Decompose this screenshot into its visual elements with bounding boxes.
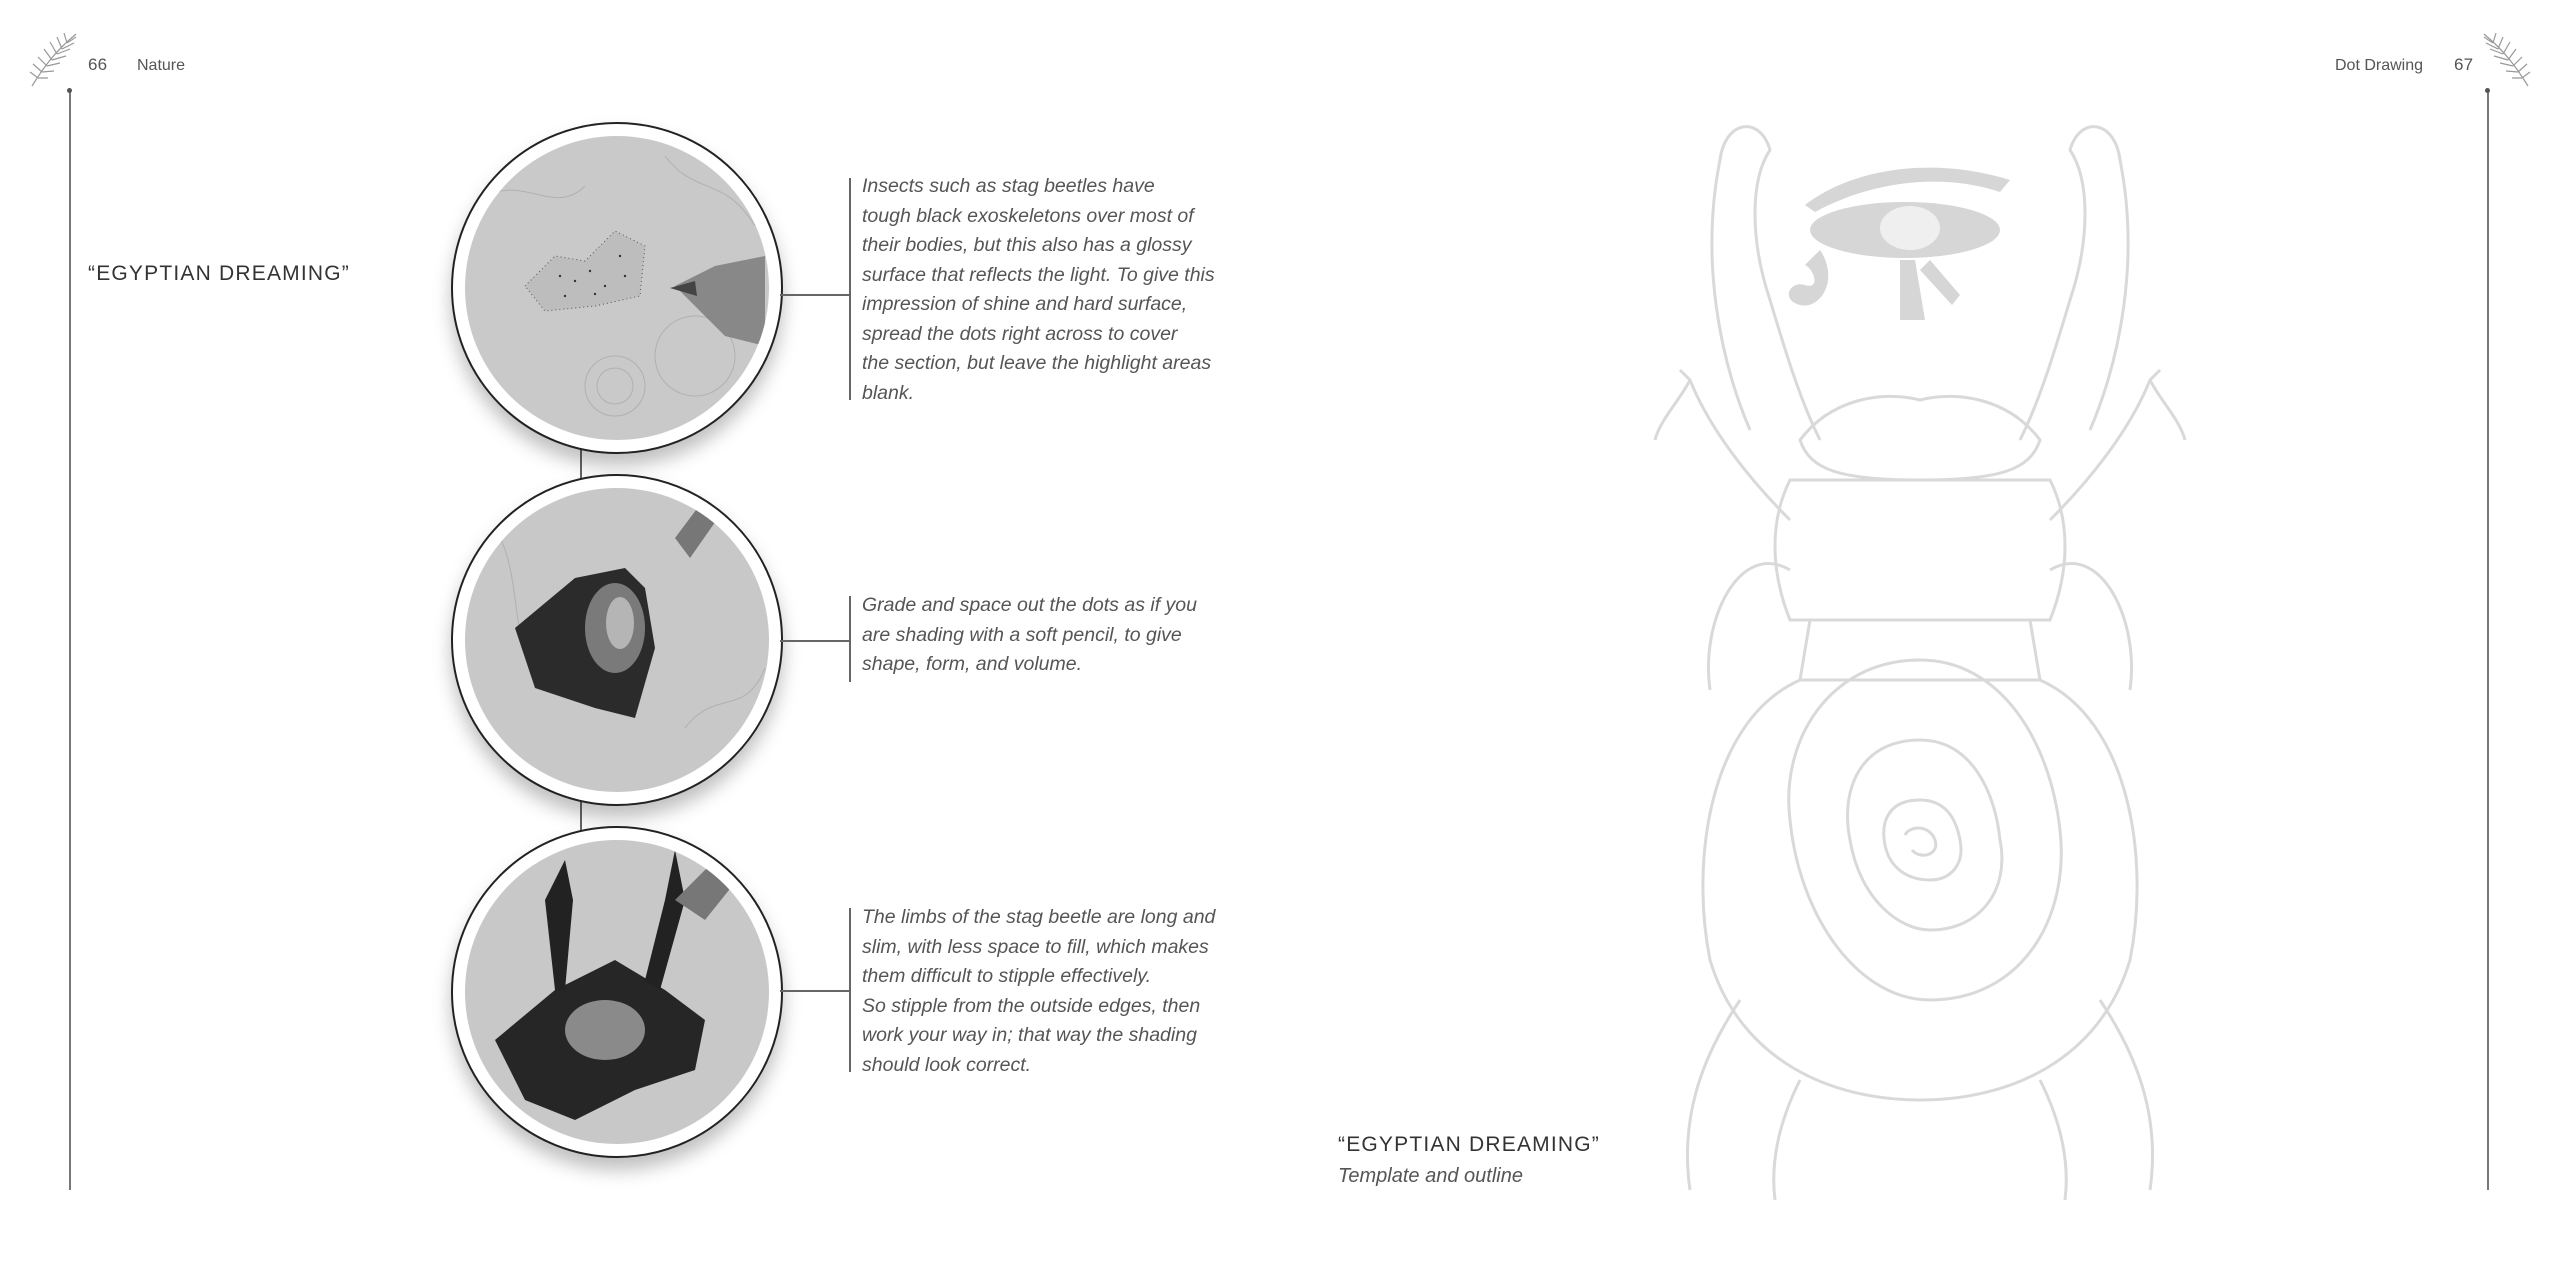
right-margin-rule <box>2487 92 2489 1190</box>
step-1-bar <box>849 178 851 400</box>
step-2-image <box>451 474 783 806</box>
running-head-left: Nature <box>137 57 186 74</box>
feather-icon <box>2478 30 2534 90</box>
page-number-left: 66 <box>88 55 108 74</box>
step-2-bar <box>849 596 851 682</box>
step-1-leader <box>780 294 850 296</box>
step-3-bar <box>849 908 851 1072</box>
step-1-image <box>451 122 783 454</box>
step-2-leader <box>780 640 850 642</box>
right-rule-dot <box>2485 88 2490 93</box>
step-3-caption: The limbs of the stag beetle are long and slim, with less space to fill, which makes them difficult to stipple effectively. So stipple from the outside edges, then work your way in; that way the shading should look correct. <box>862 906 1216 1076</box>
step-3-image <box>451 826 783 1158</box>
step-1-caption: Insects such as stag beetles have tough black exoskeletons over most of their bodies, but this also has a glossy surface that reflects the light. To give this impression of shine and hard surface, spread the dots right across to cover the section, but leave the highlight areas blank. <box>862 175 1215 404</box>
step-3-leader <box>780 990 850 992</box>
figure-subtitle: Template and outline <box>1338 1165 1523 1187</box>
beetle-template-outline <box>1600 100 2240 1200</box>
section-title: “EGYPTIAN DREAMING” <box>88 262 350 285</box>
feather-icon <box>26 30 82 90</box>
left-rule-dot <box>67 88 72 93</box>
figure-title: “EGYPTIAN DREAMING” <box>1338 1133 1600 1156</box>
step-2-caption: Grade and space out the dots as if you are shading with a soft pencil, to give shape, form, and volume. <box>862 594 1197 675</box>
left-margin-rule <box>69 92 71 1190</box>
page-number-right: 67 <box>2454 55 2474 74</box>
running-head-right: Dot Drawing <box>2335 57 2424 74</box>
